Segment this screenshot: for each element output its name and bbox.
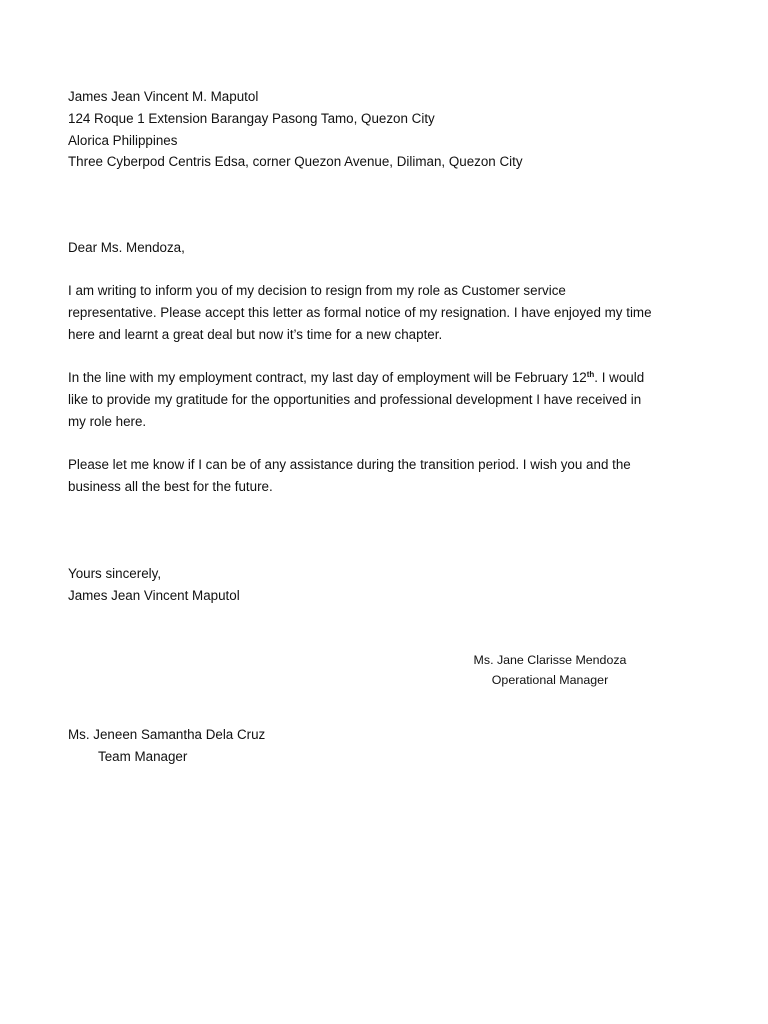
operational-manager-name: Ms. Jane Clarisse Mendoza — [473, 653, 627, 667]
sender-name: James Jean Vincent M. Maputol — [68, 89, 259, 104]
sender-address: 124 Roque 1 Extension Barangay Pasong Tamo, Quezon City — [68, 110, 435, 126]
closing-block — [68, 563, 708, 607]
team-manager-block — [68, 724, 388, 768]
team-manager-name: Ms. Jeneen Samantha Dela Cruz — [68, 727, 266, 742]
sender-block — [68, 86, 708, 173]
signature-name: James Jean Vincent Maputol — [68, 587, 240, 603]
salutation: Dear Ms. Mendoza, — [68, 240, 185, 255]
operational-manager-title: Operational Manager — [491, 673, 609, 687]
body-paragraph-3: Please let me know if I can be of any assistance during the transition period. I wish you and the business all the best for the future. — [68, 457, 631, 494]
date-ordinal-suffix: th — [586, 370, 595, 379]
company-address: Three Cyberpod Centris Edsa, corner Quezon Avenue, Diliman, Quezon City — [68, 154, 523, 170]
company-name: Alorica Philippines — [68, 132, 178, 148]
body-paragraph-2: In the line with my employment contract, my last day of employment will be February 12th. I would like to provide my gratitude for the opportunities and professional development I have received in my role here. — [68, 370, 645, 429]
valediction: Yours sincerely, — [68, 566, 162, 581]
team-manager-title: Team Manager — [98, 748, 188, 764]
body-paragraph-1: I am writing to inform you of my decision to resign from my role as Customer service representative. Please accept this letter as formal notice of my resignation. I have enjoyed my time here and learnt a great deal but now it’s time for a new chapter. — [68, 283, 652, 342]
operational-manager-block — [440, 650, 660, 690]
